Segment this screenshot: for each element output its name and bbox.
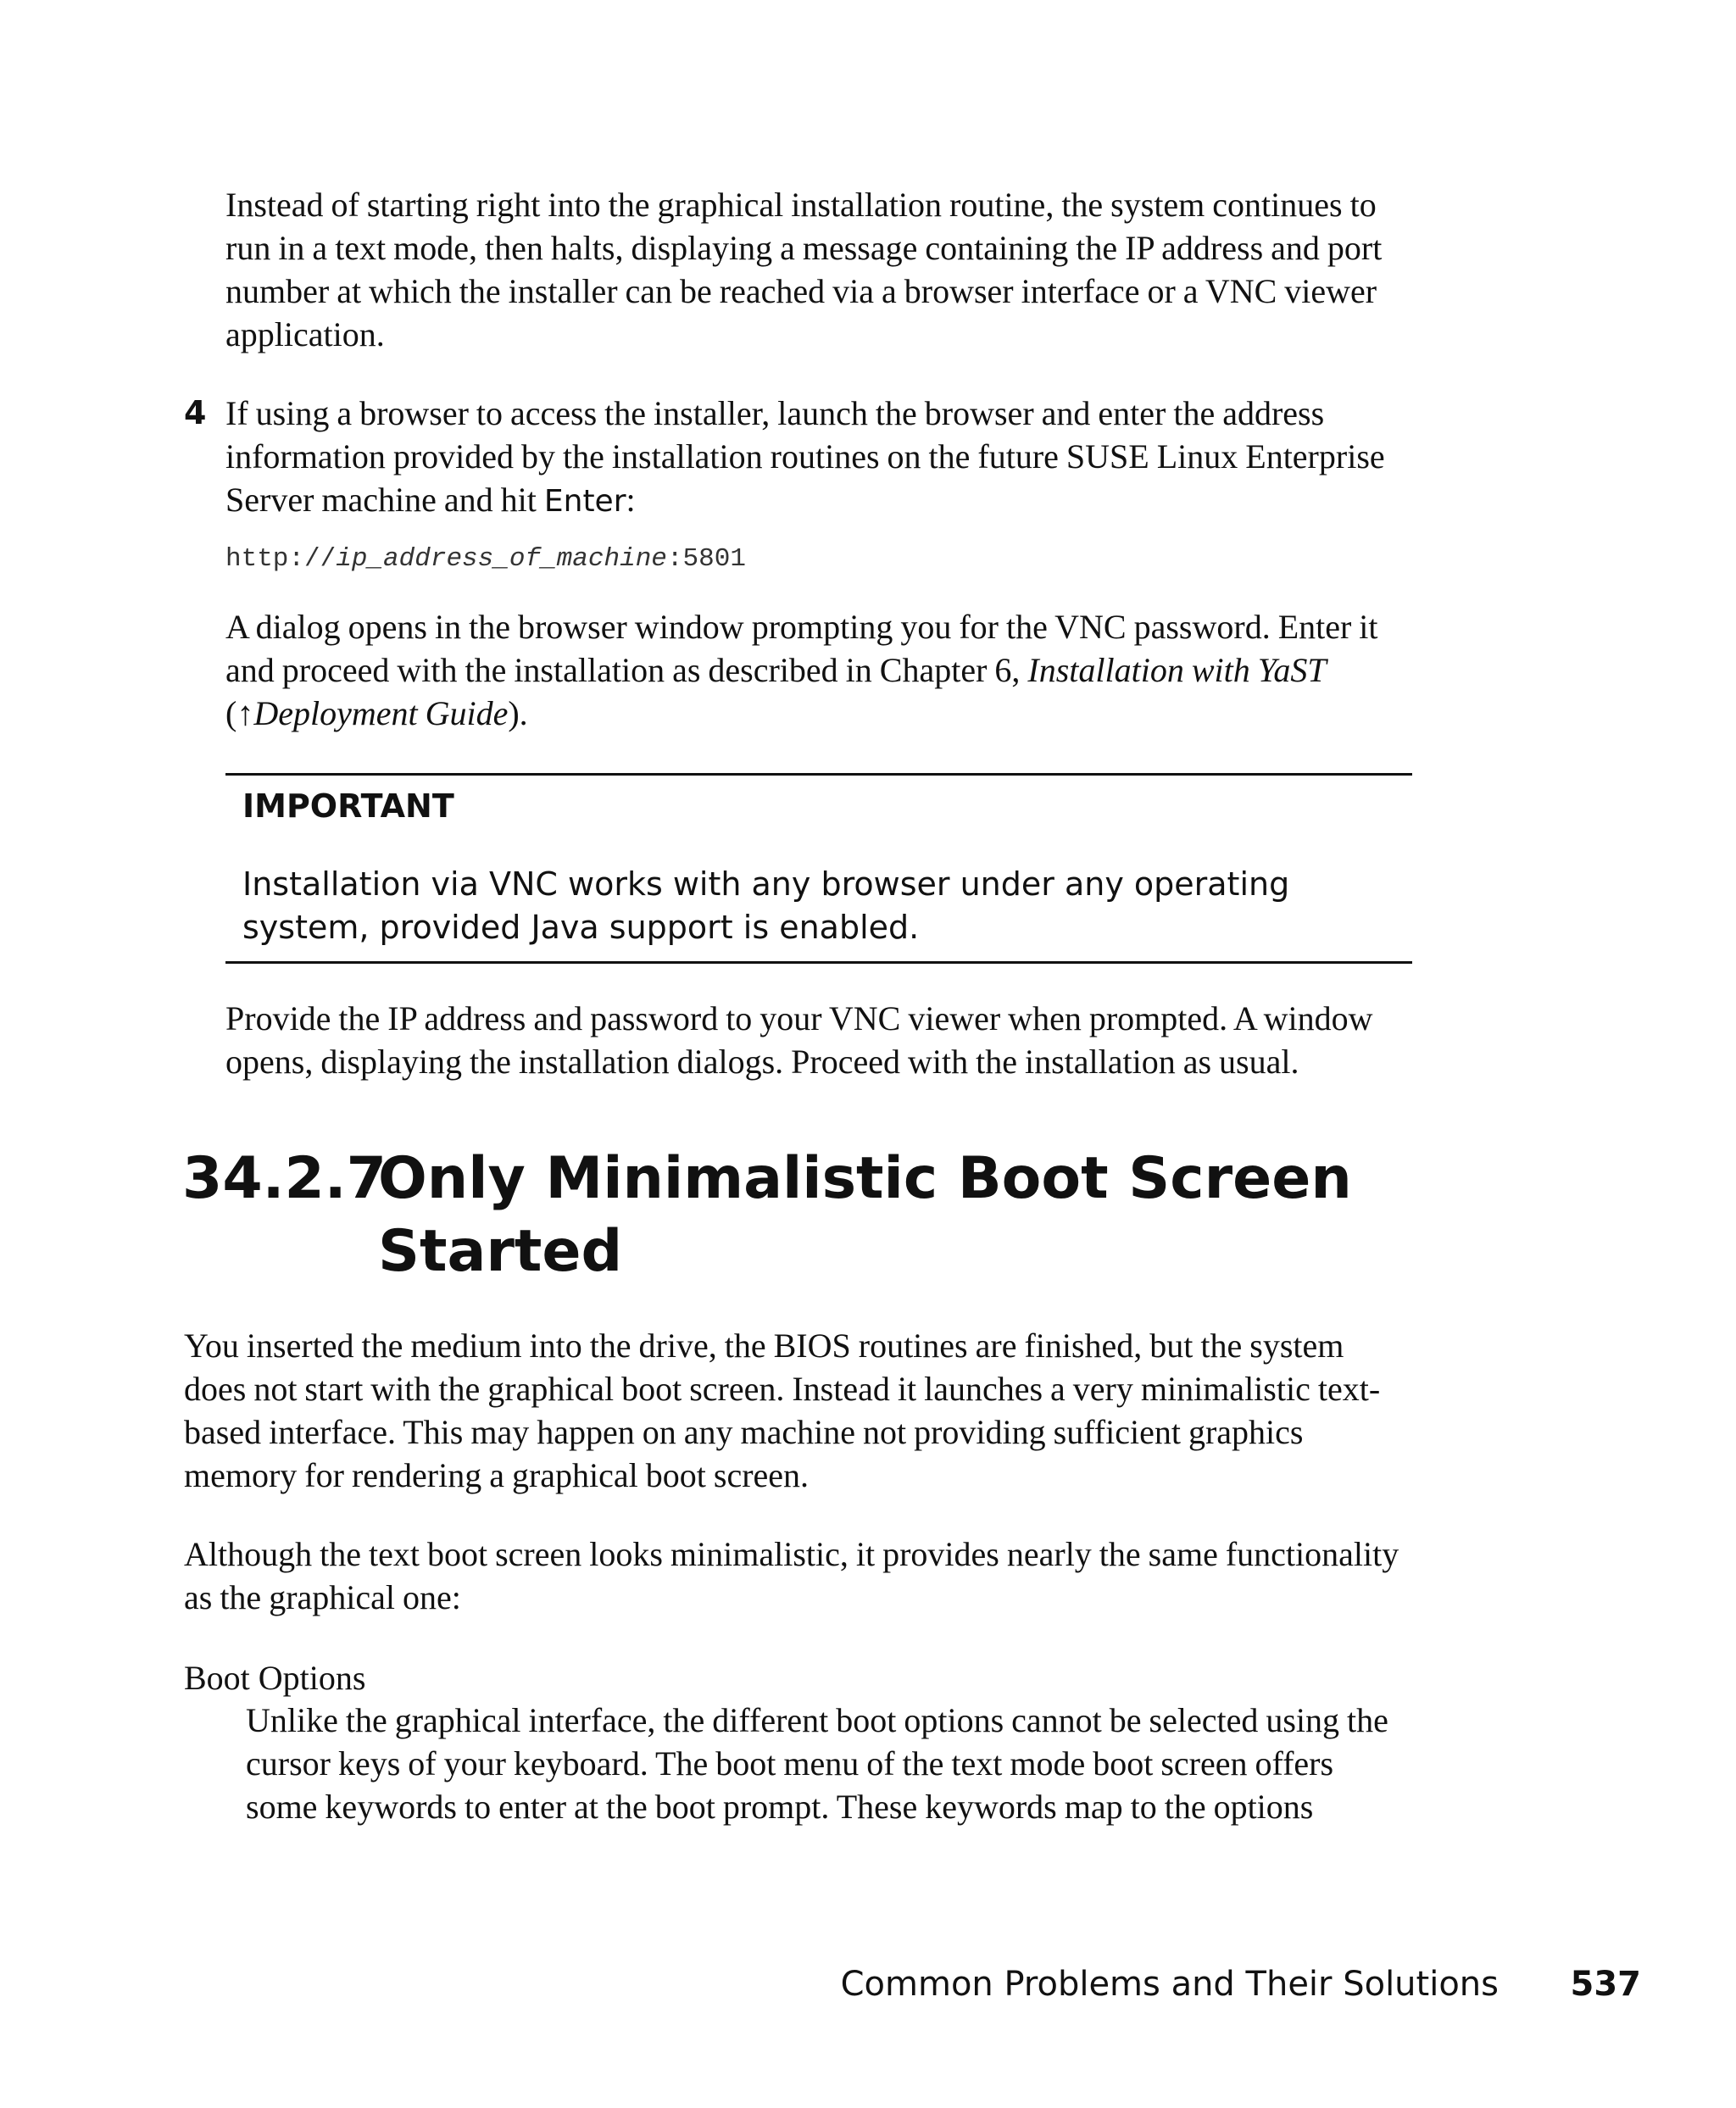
- page-number: 537: [1570, 1965, 1641, 2004]
- medium-paragraph: You inserted the medium into the drive, the BIOS routines are finished, but the system does not start with the graphical boot screen. Instead it launches a very minimalistic text-based interface. This may happen on any machine not providing sufficient graphics memory for rendering a graphical boot screen.: [184, 1327, 1381, 1494]
- step-number: 4: [184, 394, 207, 431]
- note-bottom-rule: [225, 961, 1412, 964]
- dialog-text-before: A dialog opens in the browser window prompting you for the VNC password. Enter it and proceed with the installation as described in Chapter 6,: [225, 608, 1378, 689]
- although-paragraph: Although the text boot screen looks minimalistic, it provides nearly the same functionality as the graphical one:: [184, 1535, 1399, 1616]
- url-suffix: :5801: [666, 544, 746, 574]
- boot-options-term: Boot Options: [184, 1659, 366, 1697]
- step-4-text: [225, 392, 1412, 523]
- step-4-text-after: :: [626, 481, 636, 519]
- url-prefix: http://: [225, 544, 337, 574]
- section-number: 34.2.7: [182, 1145, 387, 1212]
- chapter-title: Installation with YaST: [1027, 651, 1327, 689]
- vnc-paragraph: Provide the IP address and password to your VNC viewer when prompted. A window opens, displaying the installation dialogs. Proceed with the installation as usual.: [225, 999, 1373, 1081]
- dialog-text-after: ).: [508, 694, 528, 732]
- note-body: Installation via VNC works with any browser under any operating system, provided Java support is enabled.: [242, 865, 1290, 946]
- note-top-rule: [225, 773, 1412, 776]
- dialog-paragraph: [225, 605, 1412, 735]
- url-variable: ip_address_of_machine: [336, 544, 667, 574]
- footer-title: Common Problems and Their Solutions: [840, 1965, 1499, 2004]
- url-code: [225, 542, 746, 576]
- enter-key: Enter: [543, 484, 626, 519]
- dialog-text-between: (: [225, 694, 237, 732]
- section-title: Only Minimalistic Boot Screen Started: [378, 1145, 1352, 1285]
- boot-options-definition: Unlike the graphical interface, the different boot options cannot be selected using the cursor keys of your keyboard. The boot menu of the text mode boot screen offers some keywords to enter at the boot prompt. These keywords map to the options: [246, 1701, 1388, 1826]
- step-4-text-before: If using a browser to access the installer, launch the browser and enter the address information provided by the installation routines on the future SUSE Linux Enterprise Server machine and hit: [225, 394, 1385, 519]
- cross-reference-arrow-icon: ↑: [236, 694, 254, 732]
- intro-paragraph: Instead of starting right into the graphical installation routine, the system continues to run in a text mode, then halts, displaying a message containing the IP address and port number at which the installer can be reached via a browser interface or a VNC viewer application.: [225, 186, 1383, 353]
- note-title: IMPORTANT: [242, 787, 454, 825]
- guide-title: Deployment Guide: [253, 694, 509, 732]
